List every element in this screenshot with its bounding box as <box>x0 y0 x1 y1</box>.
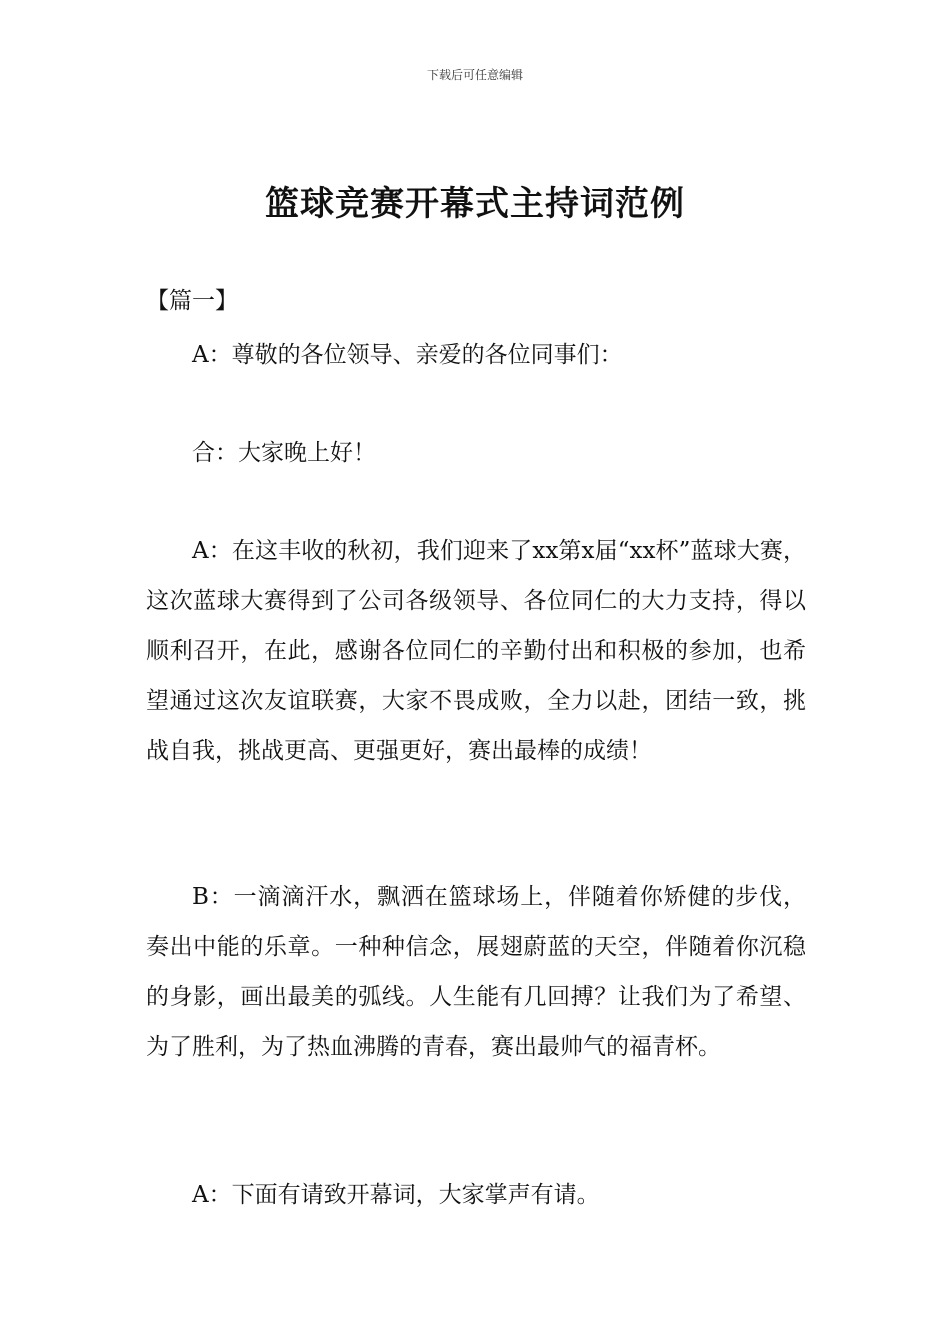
paragraph-good-evening <box>146 428 806 478</box>
header-note: 下载后可任意编辑 <box>426 68 523 82</box>
paragraph-opening-invite <box>146 1170 806 1220</box>
paragraph-text: A：尊敬的各位领导、亲爱的各位同事们： <box>192 342 623 368</box>
document-title: 篮球竞赛开幕式主持词范例 <box>265 184 685 224</box>
paragraph-text: A：在这丰收的秋初，我们迎来了xx第x届“xx杯”蓝球大赛，这次蓝球大赛得到了公司各级领导、各位同仁的大力支持，得以顺利召开，在此，感谢各位同仁的辛勤付出和积极的参加，也希望通过这次友谊联赛，大家不畏成败，全力以赴，团结一致，挑战自我，挑战更高、更强更好，赛出最棒的成绩！ <box>146 538 806 764</box>
paragraph-b-speech <box>146 872 806 1072</box>
paragraph-text: A：下面有请致开幕词，大家掌声有请。 <box>192 1182 600 1208</box>
paragraph-text: B：一滴滴汗水，飘洒在篮球场上，伴随着你矫健的步伐，奏出中能的乐章。一种种信念，展翅蔚蓝的天空，伴随着你沉稳的身影，画出最美的弧线。人生能有几回搏？让我们为了希望、为了胜利，为了热血沸腾的青春，赛出最帅气的福青杯。 <box>146 884 806 1060</box>
paragraph-text: 合：大家晚上好！ <box>192 440 376 466</box>
section-label: 【篇一】 <box>146 288 238 314</box>
paragraph-greeting <box>146 330 806 380</box>
paragraph-introduction <box>146 526 806 776</box>
